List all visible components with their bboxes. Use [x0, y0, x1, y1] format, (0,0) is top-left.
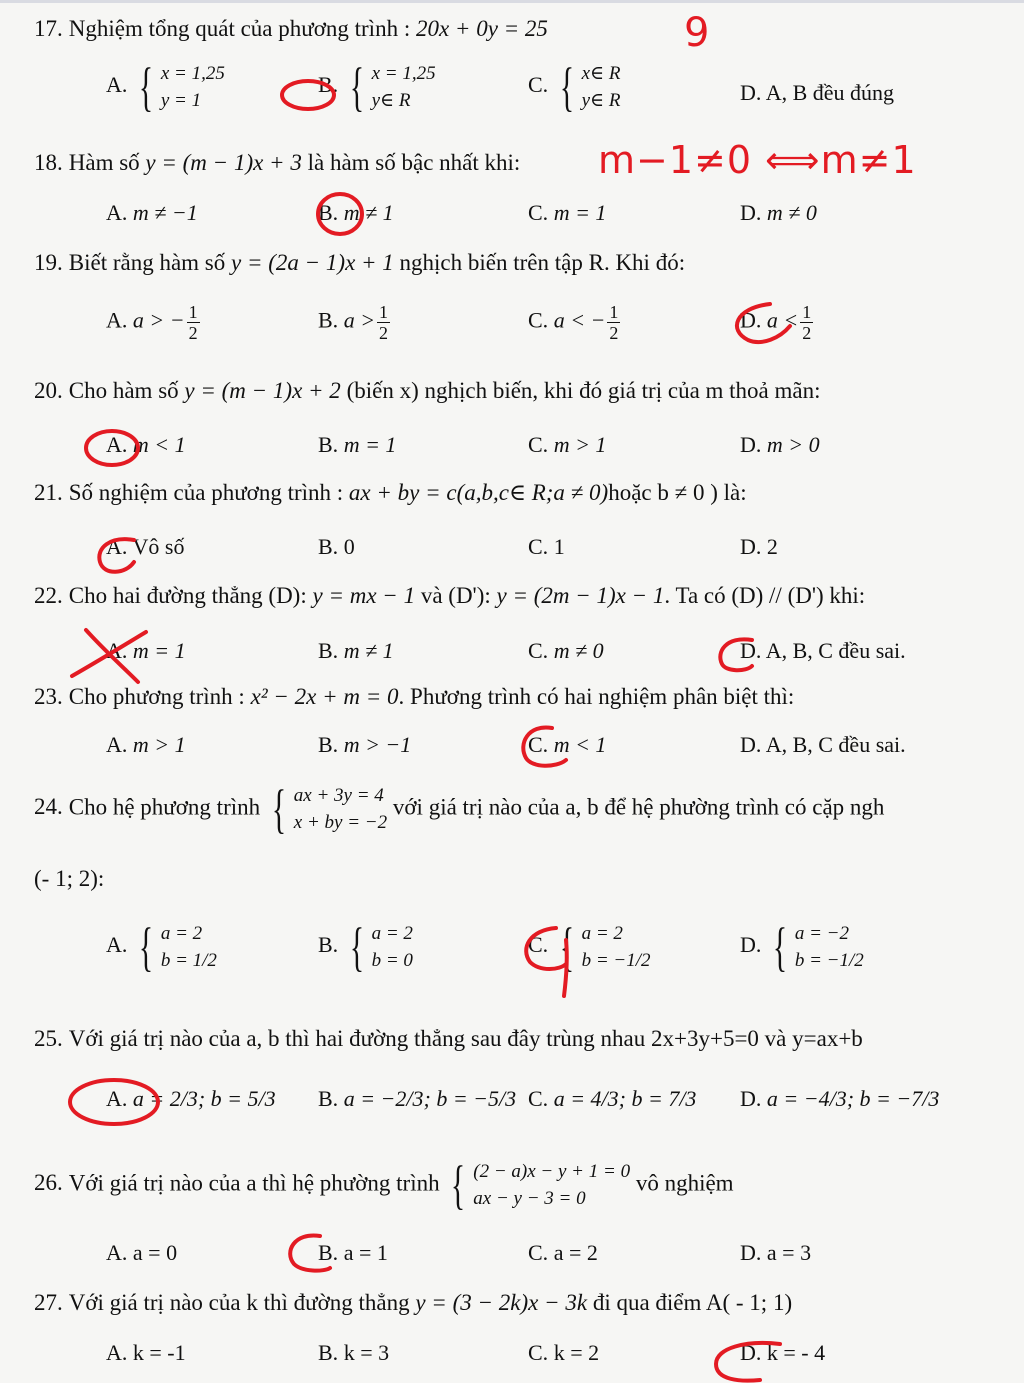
question-tail: (biến x) nghịch biến, khi đó giá trị của m thoả mãn:	[346, 378, 821, 403]
question-number: 22.	[34, 583, 63, 608]
q24-option-d[interactable]: D. { a = −2 b = −1/2	[740, 917, 864, 977]
question-23	[34, 684, 794, 710]
equation-system: { x∈ R y∈ R	[559, 57, 621, 117]
question-20	[34, 378, 821, 404]
q24-option-c[interactable]: C. { a = 2 b = −1/2	[528, 917, 651, 977]
question-18	[34, 150, 520, 176]
q17-option-a[interactable]	[106, 57, 225, 117]
q27-option-a[interactable]: A. k = -1	[106, 1340, 186, 1365]
handwritten-score: 9	[684, 10, 710, 56]
question-text: Cho hàm số	[68, 378, 179, 403]
equation-system: { a = −2 b = −1/2	[772, 917, 864, 977]
q20-option-b[interactable]: B. m = 1	[318, 432, 397, 457]
question-22	[34, 583, 865, 609]
q22-option-b[interactable]: B. m ≠ 1	[318, 638, 394, 663]
question-number: 23.	[34, 684, 63, 709]
q18-option-c[interactable]: C. m = 1	[528, 200, 607, 225]
question-number: 21.	[34, 480, 63, 505]
question-24	[34, 779, 885, 839]
q21-option-d[interactable]: D. 2	[740, 534, 778, 559]
q19-option-a[interactable]: A. a > − $\frac{1}{2}$	[106, 302, 198, 343]
q22-option-c[interactable]: C. m ≠ 0	[528, 638, 604, 663]
q27-option-d[interactable]: D. k = - 4	[740, 1340, 826, 1365]
q18-option-a[interactable]: A. m ≠ −1	[106, 200, 198, 225]
question-tail: . Phương trình có hai nghiệm phân biệt thì:	[398, 684, 795, 709]
q17-option-c[interactable]	[528, 57, 621, 117]
question-tail: với giá trị nào của a, b để hệ phường trình có cặp ngh	[392, 794, 885, 820]
q18-option-d[interactable]: D. m ≠ 0	[740, 200, 817, 225]
question-math: y = (m − 1)x + 2	[184, 378, 341, 403]
question-text: Hàm số	[68, 150, 140, 175]
question-number: 24.	[34, 794, 63, 820]
equation-system: { ax + 3y = 4 x + by = −2	[271, 779, 388, 839]
question-mid: và (D'):	[420, 583, 491, 608]
q20-option-a[interactable]: A. m < 1	[106, 432, 186, 457]
q27-option-c[interactable]: C. k = 2	[528, 1340, 600, 1365]
question-tail: nghịch biến trên tập R. Khi đó:	[399, 250, 686, 275]
question-19	[34, 250, 685, 276]
question-25	[34, 1026, 863, 1052]
question-21	[34, 480, 747, 506]
option-text: A, B đều đúng	[765, 80, 895, 105]
q25-option-a[interactable]: A. a = 2/3; b = 5/3	[106, 1086, 276, 1111]
q20-option-d[interactable]: D. m > 0	[740, 432, 820, 457]
question-text: Biết rằng hàm số	[68, 250, 226, 275]
q19-option-d[interactable]: D. a < $\frac{1}{2}$	[740, 302, 812, 343]
q21-option-b[interactable]: B. 0	[318, 534, 355, 559]
question-math: 20x + 0y = 25	[415, 16, 548, 41]
q25-option-b[interactable]: B. a = −2/3; b = −5/3	[318, 1086, 517, 1111]
question-math: y = (2a − 1)x + 1	[231, 250, 394, 275]
question-text: Với giá trị nào của a thì hệ phường trình	[68, 1170, 440, 1196]
q23-option-b[interactable]: B. m > −1	[318, 732, 412, 757]
q23-option-d[interactable]: D. A, B, C đều sai.	[740, 732, 906, 757]
q18-option-b[interactable]: B. m ≠ 1	[318, 200, 394, 225]
q17-option-b[interactable]	[318, 57, 436, 117]
option-label: D.	[740, 80, 762, 105]
question-number: 18.	[34, 150, 63, 175]
question-number: 19.	[34, 250, 63, 275]
q19-option-c[interactable]: C. a < − $\frac{1}{2}$	[528, 302, 619, 343]
question-tail: hoặc b ≠ 0 ) là:	[608, 480, 747, 505]
question-number: 20.	[34, 378, 63, 403]
q26-option-b[interactable]: B. a = 1	[318, 1240, 388, 1265]
question-text: Số nghiệm của phương trình :	[68, 480, 344, 505]
equation-system: { a = 2 b = 1/2	[138, 917, 217, 977]
question-number: 27.	[34, 1290, 63, 1315]
q21-option-c[interactable]: C. 1	[528, 534, 565, 559]
question-math: y = (3 − 2k)x − 3k	[415, 1290, 588, 1315]
fraction: $\frac{1}{2}$	[379, 302, 389, 343]
page-top-edge	[0, 0, 1024, 6]
q23-option-a[interactable]: A. m > 1	[106, 732, 186, 757]
question-tail: . Ta có (D) // (D') khi:	[664, 583, 866, 608]
equation-system: { a = 2 b = 0	[349, 917, 413, 977]
q24-option-a[interactable]: A. { a = 2 b = 1/2	[106, 917, 217, 977]
handwritten-note-q18: m−1≠0 ⟺m≠1	[598, 138, 917, 182]
question-math-2: y = (2m − 1)x − 1	[496, 583, 665, 608]
q17-option-d[interactable]	[740, 80, 894, 106]
question-text: Với giá trị nào của k thì đường thẳng	[68, 1290, 410, 1315]
question-number: 17.	[34, 16, 63, 41]
equation-system: { (2 − a)x − y + 1 = 0 ax − y − 3 = 0	[451, 1155, 631, 1215]
question-math: ax + by = c(a,b,c∈ R;a ≠ 0)	[348, 480, 609, 505]
equation-system: { a = 2 b = −1/2	[559, 917, 651, 977]
question-24-line2: (- 1; 2):	[34, 866, 105, 891]
question-27	[34, 1290, 792, 1316]
option-label: A.	[106, 72, 128, 98]
q24-option-b[interactable]: B. { a = 2 b = 0	[318, 917, 413, 977]
question-math: y = mx − 1	[312, 583, 416, 608]
question-tail: đi qua điểm A( - 1; 1)	[592, 1290, 793, 1315]
q21-option-a[interactable]: A. Vô số	[106, 534, 185, 559]
question-number: 25.	[34, 1026, 63, 1051]
question-26	[34, 1155, 734, 1215]
q26-option-a[interactable]: A. a = 0	[106, 1240, 178, 1265]
q26-option-c[interactable]: C. a = 2	[528, 1240, 598, 1265]
question-text: Cho hai đường thẳng (D):	[68, 583, 307, 608]
fraction: $\frac{1}{2}$	[188, 302, 198, 343]
question-math: x² − 2x + m = 0	[250, 684, 399, 709]
q20-option-c[interactable]: C. m > 1	[528, 432, 607, 457]
question-text: Cho hệ phương trình	[68, 794, 261, 820]
option-label: B.	[318, 72, 339, 98]
q26-option-d[interactable]: D. a = 3	[740, 1240, 812, 1265]
q19-option-b[interactable]: B. a > $\frac{1}{2}$	[318, 302, 389, 343]
fraction: $\frac{1}{2}$	[609, 302, 619, 343]
question-text: Nghiệm tổng quát của phương trình :	[68, 16, 411, 41]
equation-system: { x = 1,25 y = 1	[138, 57, 225, 117]
q27-option-b[interactable]: B. k = 3	[318, 1340, 390, 1365]
question-text: Với giá trị nào của a, b thì hai đường thẳng sau đây trùng nhau 2x+3y+5=0 và y=ax+b	[68, 1026, 863, 1051]
question-number: 26.	[34, 1170, 63, 1196]
q23-option-c[interactable]: C. m < 1	[528, 732, 607, 757]
q25-option-c[interactable]: C. a = 4/3; b = 7/3	[528, 1086, 697, 1111]
question-tail: vô nghiệm	[635, 1170, 734, 1196]
question-17	[34, 16, 548, 42]
fraction: $\frac{1}{2}$	[802, 302, 812, 343]
question-math: y = (m − 1)x + 3	[145, 150, 302, 175]
question-tail: là hàm số bậc nhất khi:	[307, 150, 521, 175]
q22-option-d[interactable]: D. A, B, C đều sai.	[740, 638, 906, 663]
q25-option-d[interactable]: D. a = −4/3; b = −7/3	[740, 1086, 940, 1111]
question-text: Cho phương trình :	[68, 684, 245, 709]
option-label: C.	[528, 72, 549, 98]
q22-option-a[interactable]: A. m = 1	[106, 638, 186, 663]
equation-system: { x = 1,25 y∈ R	[349, 57, 436, 117]
